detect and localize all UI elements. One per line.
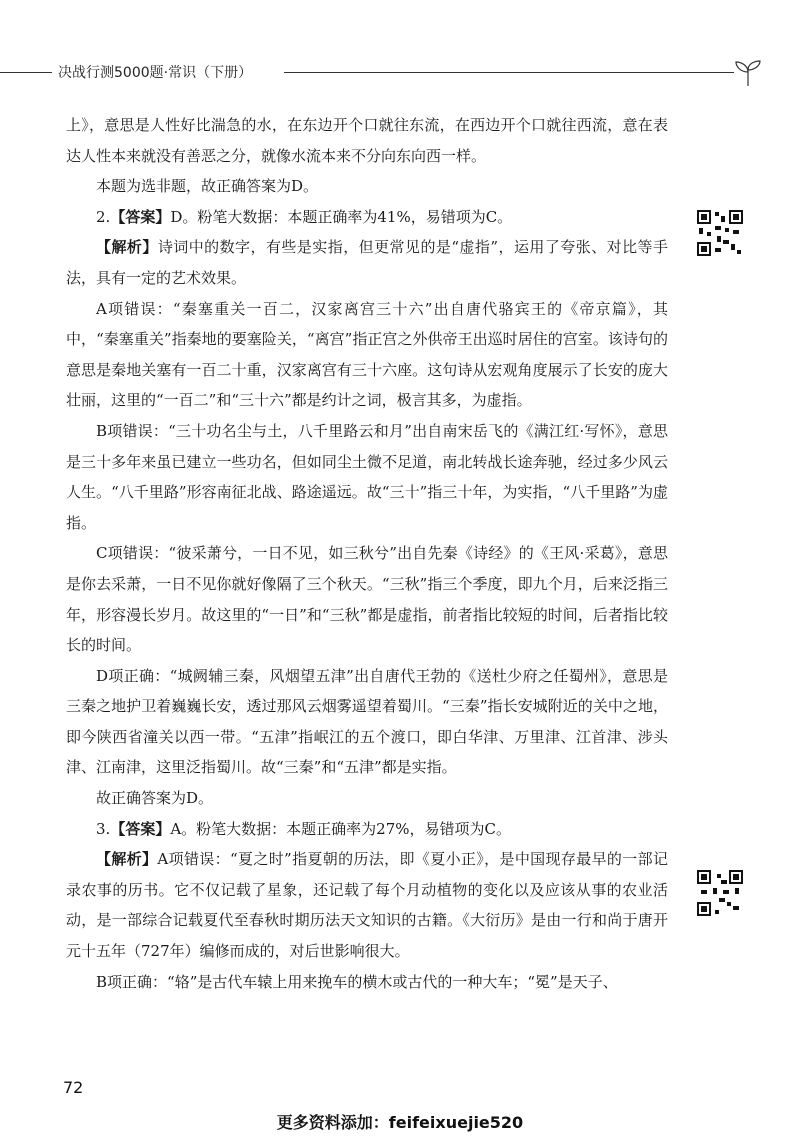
page-number: 72: [63, 1078, 84, 1097]
watermark-text: 更多资料添加：feifeixuejie520: [276, 1113, 524, 1132]
question-number: 2.: [96, 207, 111, 226]
analysis-label: 【解析】: [96, 850, 158, 869]
paragraph: B项正确：“辂”是古代车辕上用来挽车的横木或古代的一种大车；“冕”是天子、: [96, 972, 618, 991]
running-header: [0, 58, 800, 84]
analysis-text: A项错误：“夏之时”指夏朝的历法，即《夏小正》，是中国现存最早的一部记录农事的历书。它不仅记载了星象，还记载了每个月动植物的变化以及应该从事的农业活动，是一部综合记载夏代至春秋时期历法天文知识的古籍。《大衍历》是由一行和尚于唐开元十五年（727年）编修而成的，对后世影响很大。: [66, 850, 668, 961]
paragraph: C项错误：“彼采萧兮，一日不见，如三秋兮”出自先秦《诗经》的《王风·采葛》，意思是你去采萧，一日不见你就好像隔了三个秋天。“三秋”指三个季度，即九个月，后来泛指三年，形容漫长岁月。故这里的“一日”和“三秋”都是虚指，前者指比较短的时间，后者指比较长的时间。: [66, 544, 668, 655]
analysis-line-3: [66, 844, 668, 966]
analysis-label: 【解析】: [96, 238, 158, 257]
qr-code-icon[interactable]: [695, 208, 745, 258]
answer-line-2: [66, 202, 668, 233]
qr-code-icon[interactable]: [695, 868, 745, 918]
header-rule-left: [0, 72, 52, 73]
main-text: [66, 110, 668, 997]
answer-text: D。粉笔大数据：本题正确率为41%，易错项为C。: [170, 207, 513, 226]
answer-label: 【答案】: [110, 819, 171, 838]
answer-line-3: [66, 814, 668, 845]
header-rule-right: [284, 72, 734, 73]
paragraph: D项正确：“城阙辅三秦，风烟望五津”出自唐代王勃的《送杜少府之任蜀州》，意思是三秦之地护卫着巍巍长安，透过那风云烟雾遥望着蜀川。“三秦”指长安城附近的关中之地，即今陕西省潼关以西一带。“五津”指岷江的五个渡口，即白华津、万里津、江首津、涉头津、江南津，这里泛指蜀川。故“三秦”和“五津”都是实指。: [66, 666, 668, 777]
paragraph: A项错误：“秦塞重关一百二，汉家离宫三十六”出自唐代骆宾王的《帝京篇》，其中，“秦塞重关”指秦地的要塞险关，“离宫”指正宫之外供帝王出巡时居住的宫室。该诗句的意思是秦地关塞有一百二十重，汉家离宫有三十六座。这句诗从宏观角度展示了长安的庞大壮丽，这里的“一百二”和“三十六”都是约计之词，极言其多，为虚指。: [66, 299, 668, 410]
analysis-text: 诗词中的数字，有些是实指，但更常见的是“虚指”，运用了夸张、对比等手法，具有一定的艺术效果。: [66, 238, 668, 287]
paragraph: B项错误：“三十功名尘与土，八千里路云和月”出自南宋岳飞的《满江红·写怀》，意思是三十多年来虽已建立一些功名，但如同尘土微不足道，南北转战长途奔驰，经过多少风云人生。“八千里路”形容南征北战、路途遥远。故“三十”指三十年，为实指，“八千里路”为虚指。: [66, 421, 668, 532]
header-title: 决战行测5000题·常识（下册）: [58, 65, 253, 81]
sprout-icon: [728, 58, 768, 88]
analysis-line-2: [66, 232, 668, 293]
paragraph: 上》，意思是人性好比湍急的水，在东边开个口就往东流，在西边开个口就往西流，意在表达人性本来就没有善恶之分，就像水流本来不分向东向西一样。: [66, 116, 668, 165]
paragraph: 故正确答案为D。: [96, 789, 214, 808]
question-number: 3.: [96, 819, 111, 838]
paragraph: 本题为选非题，故正确答案为D。: [96, 177, 319, 196]
answer-label: 【答案】: [110, 207, 171, 226]
answer-text: A。粉笔大数据：本题正确率为27%，易错项为C。: [170, 819, 511, 838]
